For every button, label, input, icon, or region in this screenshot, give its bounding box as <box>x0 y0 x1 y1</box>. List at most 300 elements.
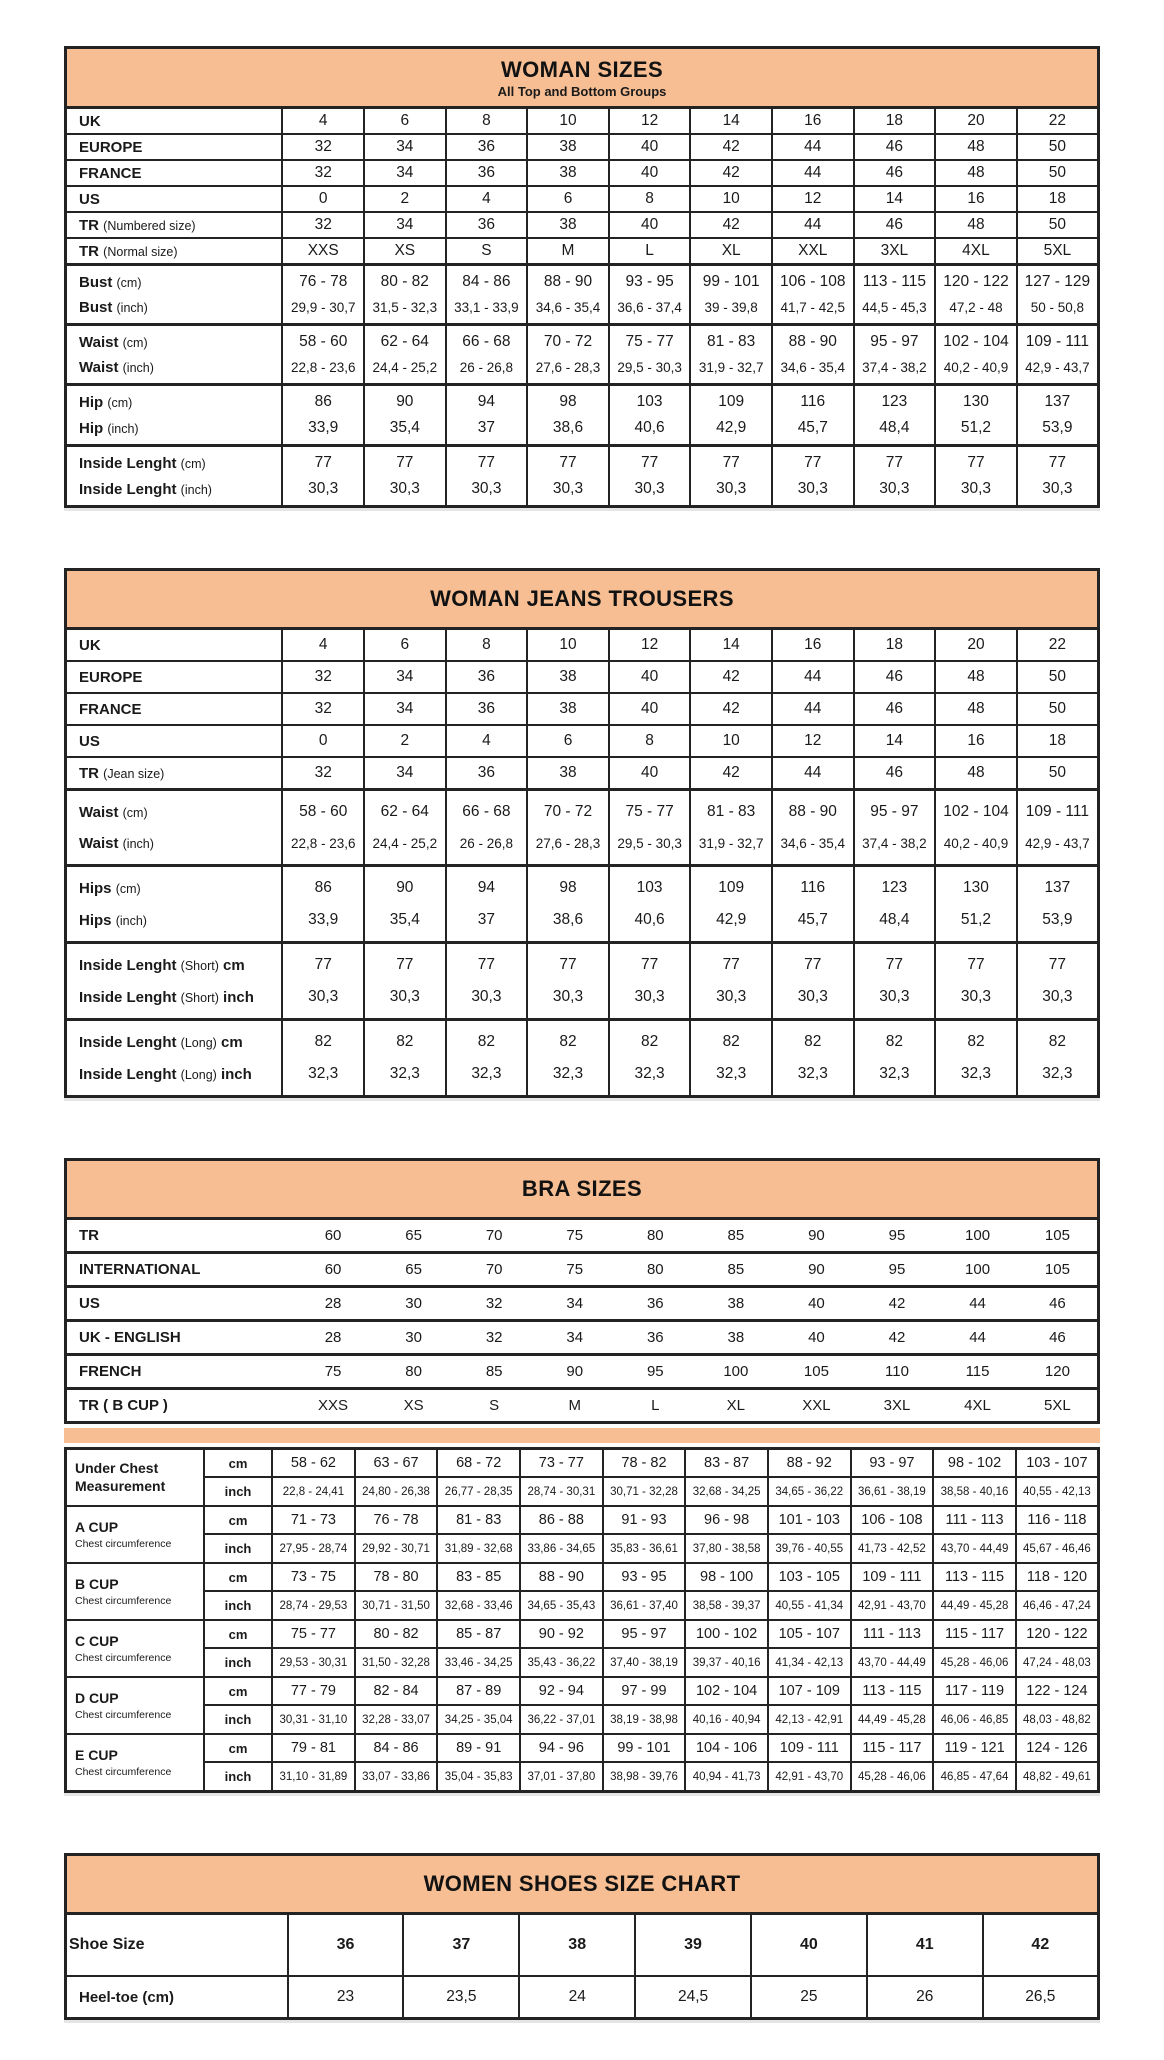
unit-cell: cm <box>204 1677 272 1705</box>
size-cell: S <box>454 1389 535 1423</box>
size-cell: 111 - 113 <box>933 1506 1016 1534</box>
size-cell: 22,8 - 23,6 <box>282 355 364 385</box>
size-cell: 78 - 82 <box>603 1449 686 1478</box>
size-cell: 30,3 <box>446 476 528 507</box>
size-cell: 38 <box>527 693 609 725</box>
table-row <box>66 629 1099 662</box>
size-cell: 20 <box>935 629 1017 662</box>
size-cell: 85 <box>696 1219 777 1253</box>
size-cell: 120 - 122 <box>1016 1620 1099 1648</box>
size-cell: 30,3 <box>854 476 936 507</box>
size-cell: 29,53 - 30,31 <box>272 1648 355 1677</box>
size-cell: 93 - 97 <box>851 1449 934 1478</box>
size-cell: 30,3 <box>935 981 1017 1020</box>
size-cell: XL <box>696 1389 777 1423</box>
size-cell: 30,3 <box>690 981 772 1020</box>
table-row <box>66 1648 1099 1677</box>
shoes-section <box>64 1853 1100 2020</box>
size-cell: 22 <box>1017 629 1099 662</box>
size-cell: 31,9 - 32,7 <box>690 828 772 866</box>
table-row <box>66 1734 1099 1762</box>
size-cell: 32,3 <box>772 1058 854 1097</box>
size-cell: 98 <box>527 866 609 905</box>
size-cell: 75 - 77 <box>609 325 691 356</box>
size-cell: 50 <box>1017 160 1099 186</box>
jeans-section <box>64 568 1100 1098</box>
size-cell: 30,3 <box>854 981 936 1020</box>
size-cell: 28,74 - 30,31 <box>520 1477 603 1506</box>
size-cell: 76 - 78 <box>282 265 364 296</box>
size-cell: 77 <box>446 446 528 477</box>
size-cell: 37,01 - 37,80 <box>520 1762 603 1792</box>
size-cell: 10 <box>690 725 772 757</box>
size-cell: 106 - 108 <box>772 265 854 296</box>
size-cell: 44 <box>937 1287 1018 1321</box>
size-cell: 42,13 - 42,91 <box>768 1705 851 1734</box>
size-cell: 26,5 <box>983 1976 1099 2019</box>
size-cell: 77 - 79 <box>272 1677 355 1705</box>
size-cell: 34 <box>534 1321 615 1355</box>
size-cell: 12 <box>772 725 854 757</box>
shoes-table <box>64 1912 1100 2020</box>
size-cell: 24,5 <box>635 1976 751 2019</box>
size-cell: 109 - 111 <box>1017 325 1099 356</box>
size-cell: 109 - 111 <box>768 1734 851 1762</box>
size-cell: 33,9 <box>282 415 364 446</box>
size-cell: 36 <box>446 757 528 790</box>
bra-title: BRA SIZES <box>521 1176 643 1201</box>
size-cell: 46 <box>854 693 936 725</box>
size-cell: 46 <box>854 757 936 790</box>
size-cell: 58 - 60 <box>282 790 364 829</box>
size-cell: 45,67 - 46,46 <box>1016 1534 1099 1563</box>
size-cell: 80 <box>615 1219 696 1253</box>
size-cell: 75 - 77 <box>272 1620 355 1648</box>
size-cell: M <box>534 1389 615 1423</box>
table-row <box>66 385 1099 416</box>
size-cell: 110 <box>857 1355 938 1389</box>
row-label: TR (Normal size) <box>66 238 283 265</box>
size-cell: XXL <box>776 1389 857 1423</box>
size-cell: 107 - 109 <box>768 1677 851 1705</box>
unit-cell: cm <box>204 1449 272 1478</box>
table-row <box>66 212 1099 238</box>
size-cell: 105 <box>776 1355 857 1389</box>
size-cell: 48,4 <box>854 904 936 943</box>
size-cell: 8 <box>446 108 528 135</box>
row-label: US <box>66 725 283 757</box>
size-cell: 94 - 96 <box>520 1734 603 1762</box>
size-cell: 46 <box>1018 1287 1099 1321</box>
row-label: US <box>66 1287 293 1321</box>
size-cell: 32,3 <box>1017 1058 1099 1097</box>
size-cell: 115 - 117 <box>933 1620 1016 1648</box>
size-cell: 34 <box>364 661 446 693</box>
table-row <box>66 1287 1099 1321</box>
size-cell: 84 - 86 <box>446 265 528 296</box>
size-cell: L <box>609 238 691 265</box>
size-cell: 29,5 - 30,3 <box>609 355 691 385</box>
size-cell: 45,28 - 46,06 <box>933 1648 1016 1677</box>
size-cell: 48 <box>935 693 1017 725</box>
size-cell: 18 <box>1017 186 1099 212</box>
size-cell: 50 <box>1017 212 1099 238</box>
size-cell: 40 <box>609 160 691 186</box>
size-cell: 32,3 <box>282 1058 364 1097</box>
size-cell: 82 <box>935 1020 1017 1059</box>
size-cell: 30,3 <box>446 981 528 1020</box>
size-cell: 42 <box>983 1914 1099 1977</box>
size-cell: 35,83 - 36,61 <box>603 1534 686 1563</box>
size-cell: 3XL <box>857 1389 938 1423</box>
size-cell: 37 <box>403 1914 519 1977</box>
size-cell: 63 - 67 <box>355 1449 438 1478</box>
size-cell: 88 - 90 <box>527 265 609 296</box>
size-cell: 38 <box>527 160 609 186</box>
size-cell: 81 - 83 <box>690 790 772 829</box>
size-cell: 46,46 - 47,24 <box>1016 1591 1099 1620</box>
size-cell: 81 - 83 <box>690 325 772 356</box>
size-cell: 34 <box>364 757 446 790</box>
size-cell: 65 <box>373 1253 454 1287</box>
size-cell: 36,61 - 38,19 <box>851 1477 934 1506</box>
size-cell: 50 <box>1017 757 1099 790</box>
woman-sizes-section <box>64 46 1100 508</box>
unit-cell: inch <box>204 1705 272 1734</box>
size-cell: 14 <box>690 629 772 662</box>
size-cell: 40 <box>609 757 691 790</box>
size-cell: 113 - 115 <box>851 1677 934 1705</box>
size-cell: 95 - 97 <box>854 790 936 829</box>
woman-sizes-subtitle: All Top and Bottom Groups <box>497 84 667 99</box>
size-cell: 130 <box>935 866 1017 905</box>
size-cell: 77 <box>690 943 772 982</box>
size-cell: 100 - 102 <box>685 1620 768 1648</box>
size-cell: 90 - 92 <box>520 1620 603 1648</box>
size-cell: 123 <box>854 385 936 416</box>
size-cell: 32 <box>282 757 364 790</box>
size-cell: 53,9 <box>1017 415 1099 446</box>
size-cell: 80 - 82 <box>364 265 446 296</box>
table-row <box>66 265 1099 296</box>
size-cell: 28,74 - 29,53 <box>272 1591 355 1620</box>
size-cell: 111 - 113 <box>851 1620 934 1648</box>
size-cell: 30,3 <box>935 476 1017 507</box>
row-label: Heel-toe (cm) <box>66 1976 288 2019</box>
size-cell: 34,25 - 35,04 <box>437 1705 520 1734</box>
unit-cell: inch <box>204 1762 272 1792</box>
size-cell: 39,76 - 40,55 <box>768 1534 851 1563</box>
size-cell: 34,65 - 36,22 <box>768 1477 851 1506</box>
size-cell: 32,3 <box>446 1058 528 1097</box>
unit-cell: cm <box>204 1563 272 1591</box>
size-cell: 41,73 - 42,52 <box>851 1534 934 1563</box>
size-cell: 23 <box>288 1976 404 2019</box>
table-row <box>66 693 1099 725</box>
row-label: A CUP Chest circumference <box>66 1506 204 1563</box>
size-cell: 97 - 99 <box>603 1677 686 1705</box>
size-cell: 48,03 - 48,82 <box>1016 1705 1099 1734</box>
jeans-header <box>64 568 1100 627</box>
row-label: Inside Lenght (Short) inch <box>66 981 283 1020</box>
bra-header <box>64 1158 1100 1217</box>
woman-sizes-header <box>64 46 1100 106</box>
size-cell: 44,49 - 45,28 <box>933 1591 1016 1620</box>
unit-cell: inch <box>204 1648 272 1677</box>
size-cell: 130 <box>935 385 1017 416</box>
size-cell: 82 <box>527 1020 609 1059</box>
size-cell: 38 <box>527 661 609 693</box>
size-cell: 88 - 90 <box>772 325 854 356</box>
size-cell: 109 - 111 <box>851 1563 934 1591</box>
size-cell: 42,9 <box>690 415 772 446</box>
size-cell: 105 <box>1018 1253 1099 1287</box>
size-cell: 10 <box>690 186 772 212</box>
size-cell: 36 <box>446 134 528 160</box>
size-cell: 36 <box>615 1321 696 1355</box>
size-cell: 76 - 78 <box>355 1506 438 1534</box>
size-cell: 48 <box>935 212 1017 238</box>
size-cell: 40,16 - 40,94 <box>685 1705 768 1734</box>
table-row <box>66 828 1099 866</box>
size-cell: 31,10 - 31,89 <box>272 1762 355 1792</box>
size-cell: 117 - 119 <box>933 1677 1016 1705</box>
size-cell: 32 <box>282 134 364 160</box>
size-cell: 42,9 - 43,7 <box>1017 355 1099 385</box>
size-cell: 16 <box>935 186 1017 212</box>
size-cell: 118 - 120 <box>1016 1563 1099 1591</box>
size-cell: 77 <box>854 943 936 982</box>
table-row <box>66 1620 1099 1648</box>
size-cell: 102 - 104 <box>685 1677 768 1705</box>
size-cell: 39 <box>635 1914 751 1977</box>
size-cell: 16 <box>772 629 854 662</box>
size-cell: 46,06 - 46,85 <box>933 1705 1016 1734</box>
size-cell: 34,6 - 35,4 <box>772 355 854 385</box>
size-cell: 90 <box>364 866 446 905</box>
size-cell: 6 <box>364 108 446 135</box>
row-label: Bust (inch) <box>66 295 283 325</box>
size-cell: 77 <box>772 446 854 477</box>
table-row <box>66 1355 1099 1389</box>
size-cell: 32,3 <box>364 1058 446 1097</box>
size-cell: 82 <box>690 1020 772 1059</box>
size-cell: 42 <box>690 212 772 238</box>
size-cell: 68 - 72 <box>437 1449 520 1478</box>
row-label: Inside Lenght (Short) cm <box>66 943 283 982</box>
row-label: D CUP Chest circumference <box>66 1677 204 1734</box>
size-cell: 37 <box>446 415 528 446</box>
unit-cell: inch <box>204 1591 272 1620</box>
row-label: TR (Numbered size) <box>66 212 283 238</box>
size-cell: 39 - 39,8 <box>690 295 772 325</box>
bra-conversion-table <box>64 1217 1100 1424</box>
size-cell: 46 <box>1018 1321 1099 1355</box>
size-cell: 8 <box>609 186 691 212</box>
size-cell: 82 <box>1017 1020 1099 1059</box>
size-cell: 85 <box>696 1253 777 1287</box>
size-cell: 33,07 - 33,86 <box>355 1762 438 1792</box>
size-cell: 102 - 104 <box>935 790 1017 829</box>
size-cell: 103 - 105 <box>768 1563 851 1591</box>
size-cell: 60 <box>293 1219 374 1253</box>
size-cell: 88 - 90 <box>520 1563 603 1591</box>
size-cell: 40 <box>609 693 691 725</box>
size-cell: 60 <box>293 1253 374 1287</box>
size-cell: 30,3 <box>364 476 446 507</box>
size-cell: 42 <box>857 1287 938 1321</box>
shoes-header <box>64 1853 1100 1912</box>
size-cell: 26 - 26,8 <box>446 355 528 385</box>
size-cell: 36 <box>615 1287 696 1321</box>
size-cell: 30,3 <box>527 981 609 1020</box>
size-cell: 41,7 - 42,5 <box>772 295 854 325</box>
size-cell: 95 - 97 <box>603 1620 686 1648</box>
size-cell: 6 <box>527 725 609 757</box>
row-label: EUROPE <box>66 661 283 693</box>
size-cell: 50 <box>1017 693 1099 725</box>
size-cell: 51,2 <box>935 904 1017 943</box>
table-row <box>66 904 1099 943</box>
size-cell: 77 <box>1017 943 1099 982</box>
size-cell: 66 - 68 <box>446 325 528 356</box>
size-cell: 106 - 108 <box>851 1506 934 1534</box>
row-label: Waist (inch) <box>66 355 283 385</box>
size-cell: 87 - 89 <box>437 1677 520 1705</box>
table-row <box>66 295 1099 325</box>
size-cell: 47,24 - 48,03 <box>1016 1648 1099 1677</box>
size-cell: 85 <box>454 1355 535 1389</box>
size-cell: 30,71 - 31,50 <box>355 1591 438 1620</box>
size-cell: 4 <box>446 725 528 757</box>
size-cell: 35,04 - 35,83 <box>437 1762 520 1792</box>
table-row <box>66 1389 1099 1423</box>
size-cell: 86 - 88 <box>520 1506 603 1534</box>
size-cell: 30,71 - 32,28 <box>603 1477 686 1506</box>
size-cell: 113 - 115 <box>933 1563 1016 1591</box>
size-cell: 100 <box>696 1355 777 1389</box>
size-cell: 18 <box>854 629 936 662</box>
size-cell: 33,86 - 34,65 <box>520 1534 603 1563</box>
size-cell: 92 - 94 <box>520 1677 603 1705</box>
size-cell: 37,40 - 38,19 <box>603 1648 686 1677</box>
size-cell: 75 - 77 <box>609 790 691 829</box>
table-row <box>66 160 1099 186</box>
size-cell: 20 <box>935 108 1017 135</box>
size-cell: 10 <box>527 629 609 662</box>
size-cell: 50 - 50,8 <box>1017 295 1099 325</box>
size-cell: 85 - 87 <box>437 1620 520 1648</box>
table-row <box>66 1058 1099 1097</box>
table-row <box>66 1534 1099 1563</box>
table-row <box>66 446 1099 477</box>
size-cell: 58 - 60 <box>282 325 364 356</box>
unit-cell: cm <box>204 1734 272 1762</box>
row-label: E CUP Chest circumference <box>66 1734 204 1792</box>
size-cell: 75 <box>293 1355 374 1389</box>
size-cell: 40,94 - 41,73 <box>685 1762 768 1792</box>
table-row <box>66 1762 1099 1792</box>
size-cell: 86 <box>282 866 364 905</box>
size-cell: 40,55 - 42,13 <box>1016 1477 1099 1506</box>
size-cell: 82 <box>772 1020 854 1059</box>
size-cell: 8 <box>609 725 691 757</box>
jeans-title: WOMAN JEANS TROUSERS <box>430 586 734 611</box>
size-cell: 10 <box>527 108 609 135</box>
size-cell: 43,70 - 44,49 <box>933 1534 1016 1563</box>
size-cell: 12 <box>609 629 691 662</box>
size-cell: 31,5 - 32,3 <box>364 295 446 325</box>
size-cell: 30,3 <box>690 476 772 507</box>
size-cell: L <box>615 1389 696 1423</box>
row-label: Bust (cm) <box>66 265 283 296</box>
table-row <box>66 1705 1099 1734</box>
size-cell: 46,85 - 47,64 <box>933 1762 1016 1792</box>
table-row <box>66 186 1099 212</box>
size-cell: 30,3 <box>609 476 691 507</box>
table-row <box>66 1591 1099 1620</box>
table-row <box>66 1449 1099 1478</box>
size-cell: 32,3 <box>854 1058 936 1097</box>
size-cell: 31,50 - 32,28 <box>355 1648 438 1677</box>
row-label: Inside Lenght (inch) <box>66 476 283 507</box>
size-cell: 30,31 - 31,10 <box>272 1705 355 1734</box>
unit-cell: inch <box>204 1477 272 1506</box>
size-cell: 99 - 101 <box>690 265 772 296</box>
size-cell: 48 <box>935 134 1017 160</box>
size-cell: 53,9 <box>1017 904 1099 943</box>
size-cell: 34 <box>364 212 446 238</box>
size-cell: 42,91 - 43,70 <box>851 1591 934 1620</box>
size-cell: 35,4 <box>364 415 446 446</box>
size-cell: 32,3 <box>690 1058 772 1097</box>
size-cell: 4 <box>282 108 364 135</box>
size-cell: 109 <box>690 385 772 416</box>
size-cell: 32,68 - 33,46 <box>437 1591 520 1620</box>
size-cell: XS <box>364 238 446 265</box>
size-cell: 48 <box>935 757 1017 790</box>
size-cell: 96 - 98 <box>685 1506 768 1534</box>
size-cell: 42 <box>690 134 772 160</box>
size-cell: 18 <box>854 108 936 135</box>
size-cell: 82 <box>609 1020 691 1059</box>
size-cell: 102 - 104 <box>935 325 1017 356</box>
size-cell: 14 <box>854 725 936 757</box>
table-row <box>66 415 1099 446</box>
size-cell: 2 <box>364 725 446 757</box>
size-cell: 16 <box>935 725 1017 757</box>
size-cell: 71 - 73 <box>272 1506 355 1534</box>
size-cell: 29,5 - 30,3 <box>609 828 691 866</box>
size-cell: 48 <box>935 661 1017 693</box>
size-cell: 123 <box>854 866 936 905</box>
size-cell: 90 <box>776 1219 857 1253</box>
row-label: TR (Jean size) <box>66 757 283 790</box>
size-cell: 38,19 - 38,98 <box>603 1705 686 1734</box>
table-row <box>66 725 1099 757</box>
size-cell: 30,3 <box>364 981 446 1020</box>
woman-sizes-table <box>64 106 1100 508</box>
size-cell: 82 <box>854 1020 936 1059</box>
size-cell: 105 <box>1018 1219 1099 1253</box>
size-cell: 80 <box>615 1253 696 1287</box>
size-cell: 66 - 68 <box>446 790 528 829</box>
size-cell: 46 <box>854 212 936 238</box>
size-cell: 137 <box>1017 385 1099 416</box>
unit-cell: inch <box>204 1534 272 1563</box>
size-cell: 38 <box>696 1321 777 1355</box>
size-cell: 32,3 <box>935 1058 1017 1097</box>
